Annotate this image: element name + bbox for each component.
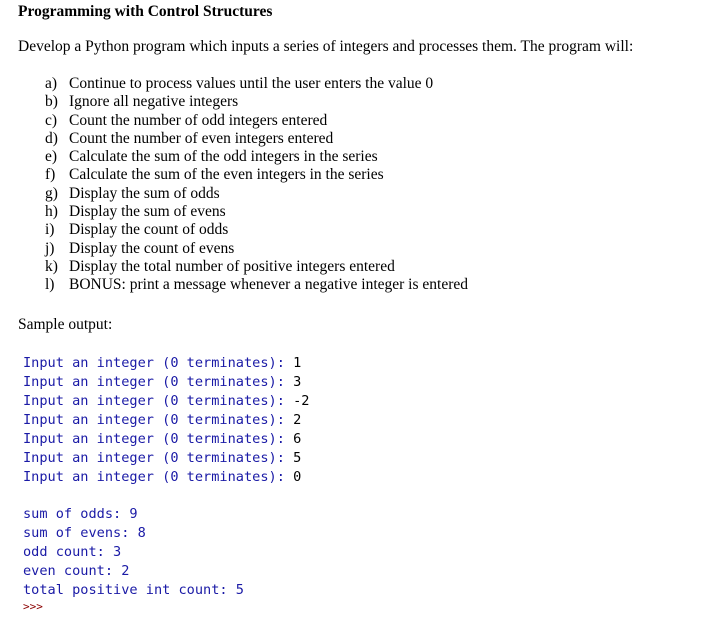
console-prompt-text: Input an integer (0 terminates): [23,393,294,409]
console-result-line: odd count: 3 [23,544,122,560]
list-item [45,185,468,203]
console-result-line: even count: 2 [23,563,130,579]
list-item-letter: h) [45,203,58,221]
console-result-line: sum of odds: 9 [23,506,138,522]
console-result-lines [23,505,244,600]
list-item-letter: e) [45,148,58,166]
console-prompt-text: Input an integer (0 terminates): [23,374,294,390]
shell-prompt: >>> [23,600,43,613]
console-input-value: -2 [293,393,310,409]
console-input-lines [23,354,309,487]
list-item-letter: i) [45,221,55,239]
list-item [45,166,468,184]
console-input-value: 2 [293,412,302,428]
list-item-text: Display the sum of evens [69,203,226,221]
console-line [23,373,309,392]
document-title: Programming with Control Structures [18,3,273,20]
list-item-text: Calculate the sum of the odd integers in the series [69,148,378,166]
console-prompt-text: Input an integer (0 terminates): [23,355,294,371]
list-item-text: Display the count of odds [69,221,229,239]
list-item-text: Count the number of even integers entered [69,129,334,147]
console-prompt-text: Input an integer (0 terminates): [23,431,294,447]
list-item-letter: a) [45,75,58,92]
list-item [45,203,468,221]
list-item-letter: j) [45,239,55,257]
intro-paragraph: Develop a Python program which inputs a series of integers and processes them. The program will: [18,38,634,55]
list-item-text: Display the count of evens [69,239,235,257]
console-result-line: total positive int count: 5 [23,582,244,598]
list-item-text: Display the total number of positive integers entered [69,257,395,275]
list-item-text: BONUS: print a message whenever a negative integer is entered [69,276,468,294]
console-prompt-text: Input an integer (0 terminates): [23,412,294,428]
console-prompt-text: Input an integer (0 terminates): [23,469,294,485]
list-item-text: Count the number of odd integers entered [69,111,328,129]
list-item-letter: l) [45,276,55,294]
console-line [23,411,309,430]
list-item [45,258,468,276]
list-item [45,240,468,258]
console-input-value: 5 [293,450,302,466]
console-line [23,430,309,449]
console-input-value: 3 [293,374,302,390]
console-input-value: 1 [293,355,302,371]
list-item [45,75,468,93]
list-item-letter: g) [45,184,58,202]
console-line [23,449,309,468]
list-item-text: Ignore all negative integers [69,93,239,111]
requirements-list [45,75,468,295]
console-prompt-text: Input an integer (0 terminates): [23,450,294,466]
list-item [45,93,468,111]
list-item [45,276,468,294]
console-input-value: 6 [293,431,302,447]
list-item-letter: d) [45,129,58,147]
list-item-letter: b) [45,93,58,111]
console-input-value: 0 [293,469,302,485]
console-result-line: sum of evens: 8 [23,525,146,541]
console-line [23,468,309,487]
list-item [45,221,468,239]
list-item-letter: k) [45,257,58,275]
sample-output-label: Sample output: [18,316,113,333]
console-line [23,354,309,373]
list-item-text: Display the sum of odds [69,184,220,202]
list-item-text: Continue to process values until the user enters the value 0 [69,75,434,92]
list-item [45,130,468,148]
console-line [23,392,309,411]
list-item [45,112,468,130]
list-item-letter: c) [45,111,58,129]
list-item-letter: f) [45,166,56,184]
list-item-text: Calculate the sum of the even integers in the series [69,166,384,184]
list-item [45,148,468,166]
